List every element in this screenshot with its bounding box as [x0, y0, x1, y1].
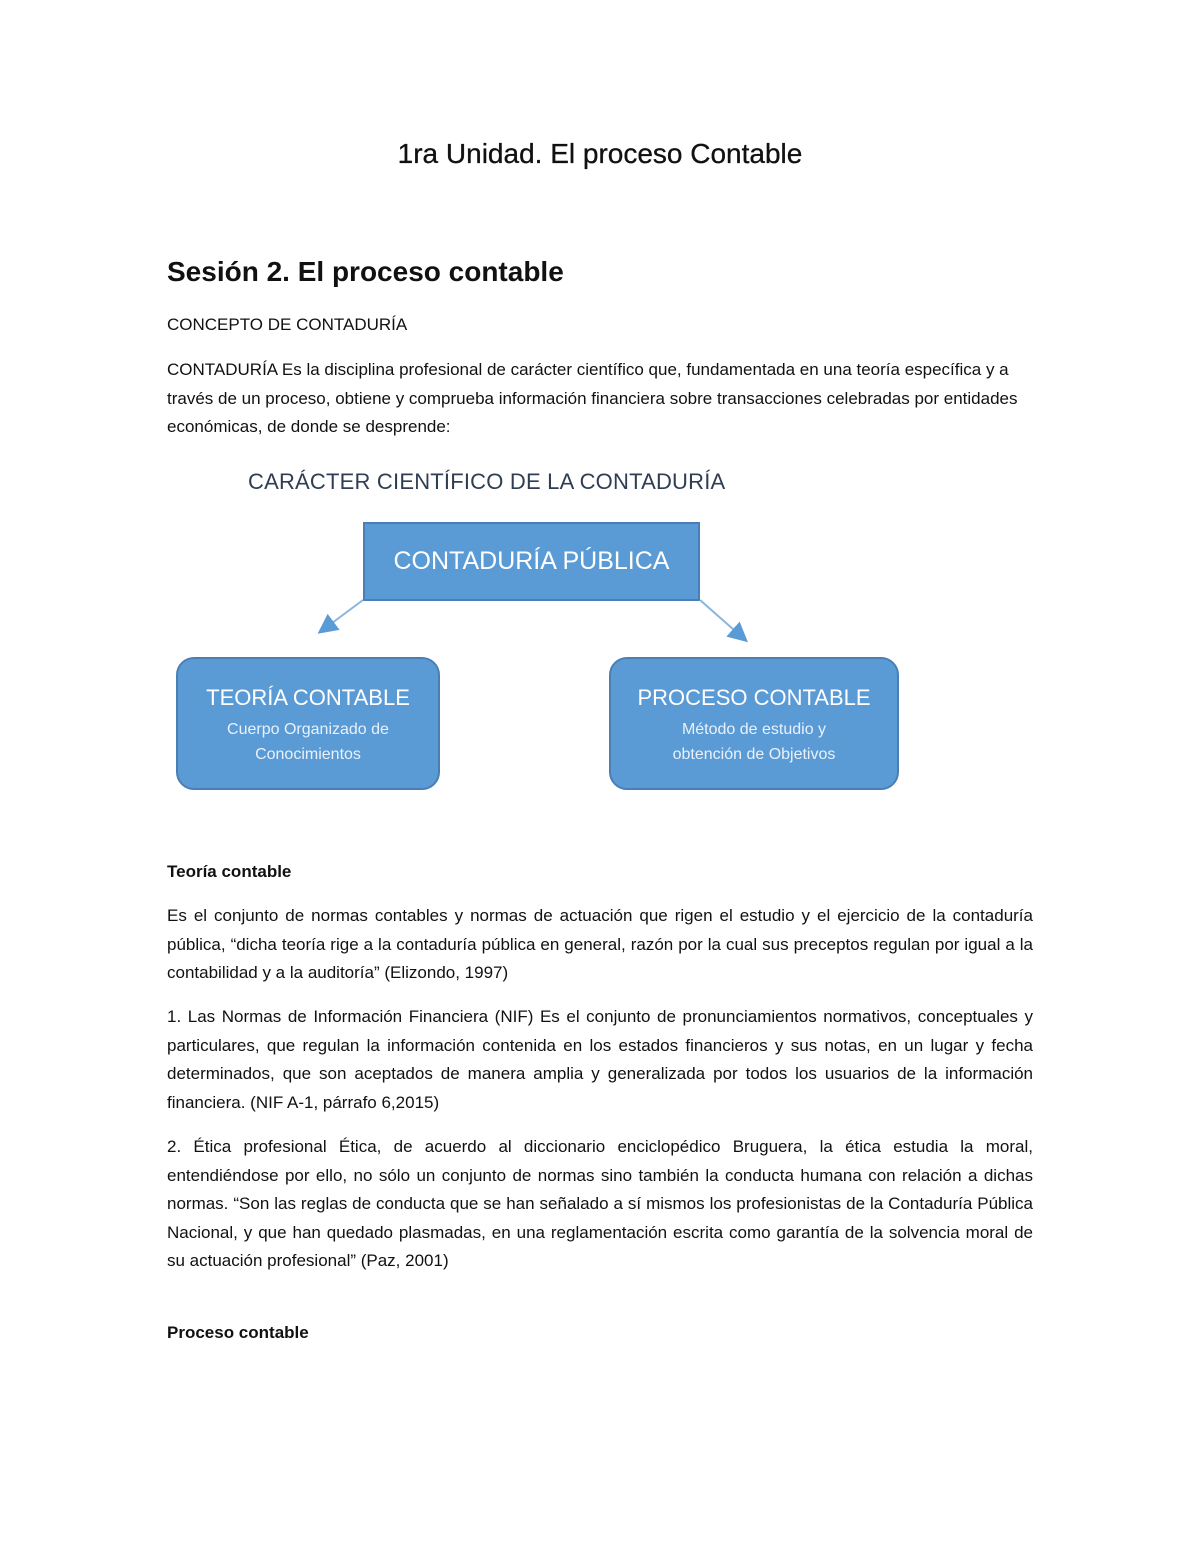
- teoria-contable-heading: TEORÍA CONTABLE: [206, 685, 410, 710]
- proceso-contable-box: [609, 657, 899, 790]
- scientific-character-diagram: [170, 465, 910, 805]
- diagram-title: CARÁCTER CIENTÍFICO DE LA CONTADURÍA: [248, 469, 726, 494]
- teoria-contable-paragraph: Es el conjunto de normas contables y normas de actuación que rigen el estudio y el ejercicio de la contaduría pública, “dicha teoría rige a la contaduría pública en general, razón por la cual sus preceptos regulan por igual a la contabilidad y a la auditoría” (Elizondo, 1997): [167, 906, 1033, 982]
- arrow-to-teoria: [324, 600, 363, 629]
- teoria-contable-subtitle: Cuerpo Organizado de Conocimientos: [227, 721, 389, 763]
- contaduria-publica-label: CONTADURÍA PÚBLICA: [393, 547, 670, 575]
- session-heading: Sesión 2. El proceso contable: [167, 256, 564, 287]
- definition-paragraph: CONTADURÍA Es la disciplina profesional de carácter científico que, fundamentada en una teoría específica y a través de un proceso, obtiene y comprueba información financiera sobre transacciones celebradas por entidades económicas, de donde se desprende:: [167, 360, 1018, 436]
- nif-paragraph: 1. Las Normas de Información Financiera (NIF) Es el conjunto de pronunciamientos normativos, conceptuales y particulares, que regulan la información contenida en los estados financieros y sus notas, en un lugar y fecha determinados, que son aceptados de manera amplia y generalizada por todos los usuarios de la información financiera. (NIF A-1, párrafo 6,2015): [167, 1007, 1033, 1112]
- teoria-contable-box: [176, 657, 440, 790]
- proceso-contable-heading: PROCESO CONTABLE: [637, 685, 871, 710]
- document-title: 1ra Unidad. El proceso Contable: [397, 138, 803, 169]
- proceso-contable-subtitle: Método de estudio y obtención de Objetivos: [672, 721, 836, 763]
- etica-paragraph: 2. Ética profesional Ética, de acuerdo al diccionario enciclopédico Bruguera, la ética estudia la moral, entendiéndose por ello, no sólo un conjunto de normas sino también la conducta humana con relación a dichas normas. “Son las reglas de conducta que se han señalado a sí mismos los profesionistas de la Contaduría Pública Nacional, y que han quedado plasmadas, en una reglamentación escrita como garantía de la solvencia moral de su actuación profesional” (Paz, 2001): [167, 1137, 1033, 1270]
- concept-label: CONCEPTO DE CONTADURÍA: [167, 315, 408, 334]
- proceso-contable-section-heading: Proceso contable: [167, 1323, 309, 1342]
- teoria-contable-section-heading: Teoría contable: [167, 862, 292, 881]
- arrow-to-proceso: [700, 600, 742, 637]
